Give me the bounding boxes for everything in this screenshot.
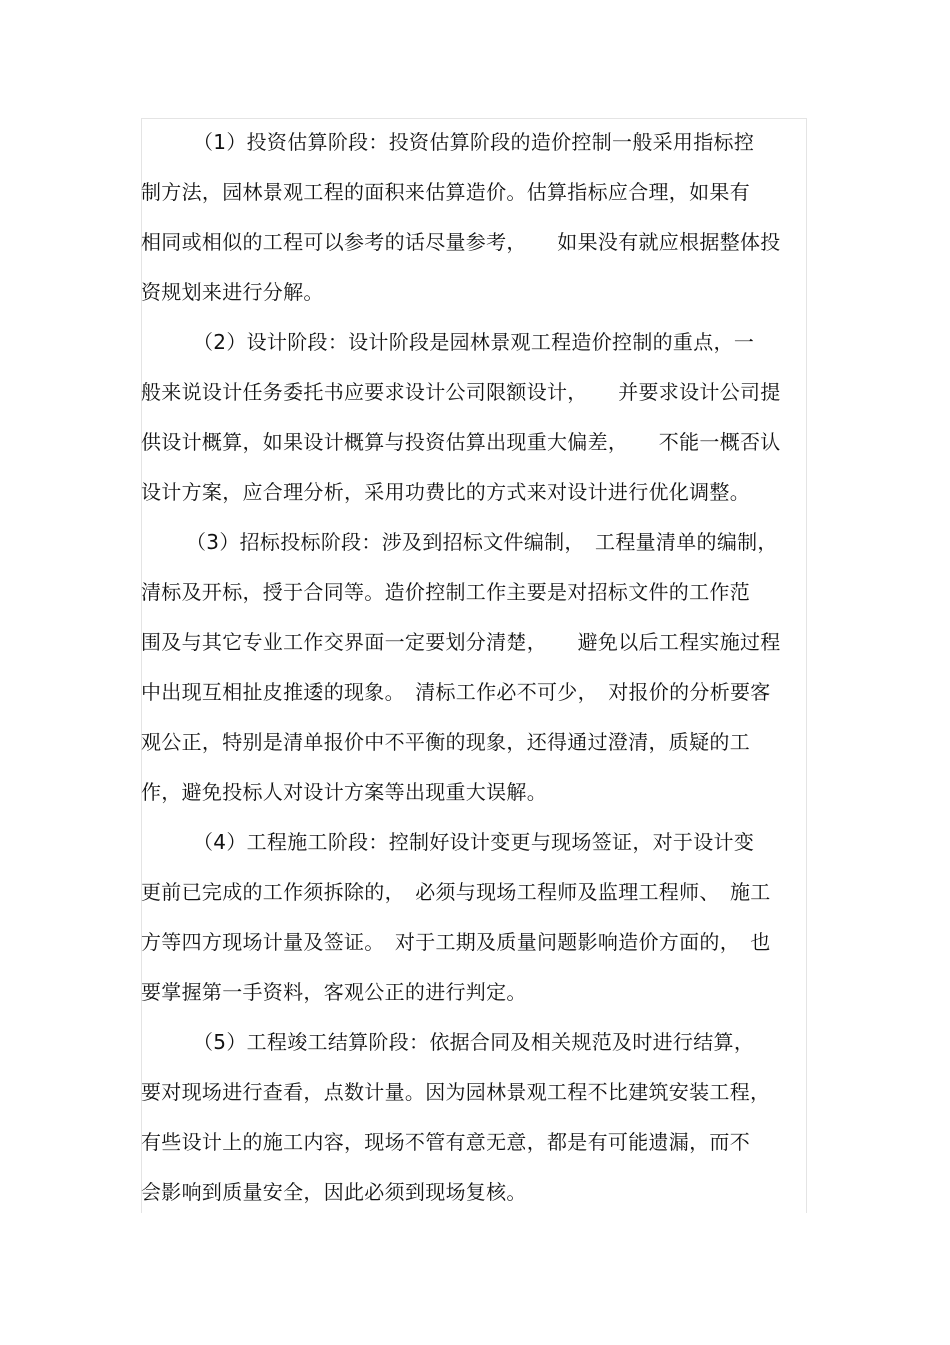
paragraph-4-line-4: 要掌握第一手资料，客观公正的进行判定。 (141, 980, 527, 1004)
paragraph-2-line-3: 供设计概算，如果设计概算与投资估算出现重大偏差， 不能一概否认 (141, 430, 781, 454)
paragraph-1-line-4: 资规划来进行分解。 (141, 280, 324, 304)
paragraph-1-line-1: （1）投资估算阶段：投资估算阶段的造价控制一般采用指标控 (193, 130, 755, 154)
paragraph-2-line-2: 般来说设计任务委托书应要求设计公司限额设计， 并要求设计公司提 (141, 380, 781, 404)
paragraph-3-line-4: 中出现互相扯皮推逶的现象。 清标工作必不可少， 对报价的分析要客 (141, 680, 771, 704)
paragraph-2-line-1: （2）设计阶段：设计阶段是园林景观工程造价控制的重点，一 (193, 330, 755, 354)
paragraph-4-line-2: 更前已完成的工作须拆除的， 必须与现场工程师及监理工程师、 施工 (141, 880, 771, 904)
paragraph-3-line-6: 作，避免投标人对设计方案等出现重大误解。 (141, 780, 547, 804)
paragraph-3-line-3: 围及与其它专业工作交界面一定要划分清楚， 避免以后工程实施过程 (141, 630, 781, 654)
paragraph-4-line-1: （4）工程施工阶段：控制好设计变更与现场签证，对于设计变 (193, 830, 755, 854)
paragraph-5-line-1: （5）工程竣工结算阶段：依据合同及相关规范及时进行结算， (193, 1030, 755, 1054)
paragraph-3-line-1: （3）招标投标阶段：涉及到招标文件编制， 工程量清单的编制， (186, 530, 778, 554)
paragraph-2-line-4: 设计方案，应合理分析，采用功费比的方式来对设计进行优化调整。 (141, 480, 750, 504)
paragraph-1-line-3: 相同或相似的工程可以参考的话尽量参考， 如果没有就应根据整体投 (141, 230, 781, 254)
paragraph-1-line-2: 制方法，园林景观工程的面积来估算造价。估算指标应合理，如果有 (141, 180, 750, 204)
paragraph-5-line-2: 要对现场进行查看，点数计量。因为园林景观工程不比建筑安装工程， (141, 1080, 771, 1104)
paragraph-3-line-5: 观公正，特别是清单报价中不平衡的现象，还得通过澄清，质疑的工 (141, 730, 750, 754)
paragraph-4-line-3: 方等四方现场计量及签证。 对于工期及质量问题影响造价方面的， 也 (141, 930, 771, 954)
paragraph-5-line-4: 会影响到质量安全，因此必须到现场复核。 (141, 1180, 527, 1204)
paragraph-5-line-3: 有些设计上的施工内容，现场不管有意无意，都是有可能遗漏，而不 (141, 1130, 750, 1154)
paragraph-3-line-2: 清标及开标，授于合同等。造价控制工作主要是对招标文件的工作范 (141, 580, 750, 604)
